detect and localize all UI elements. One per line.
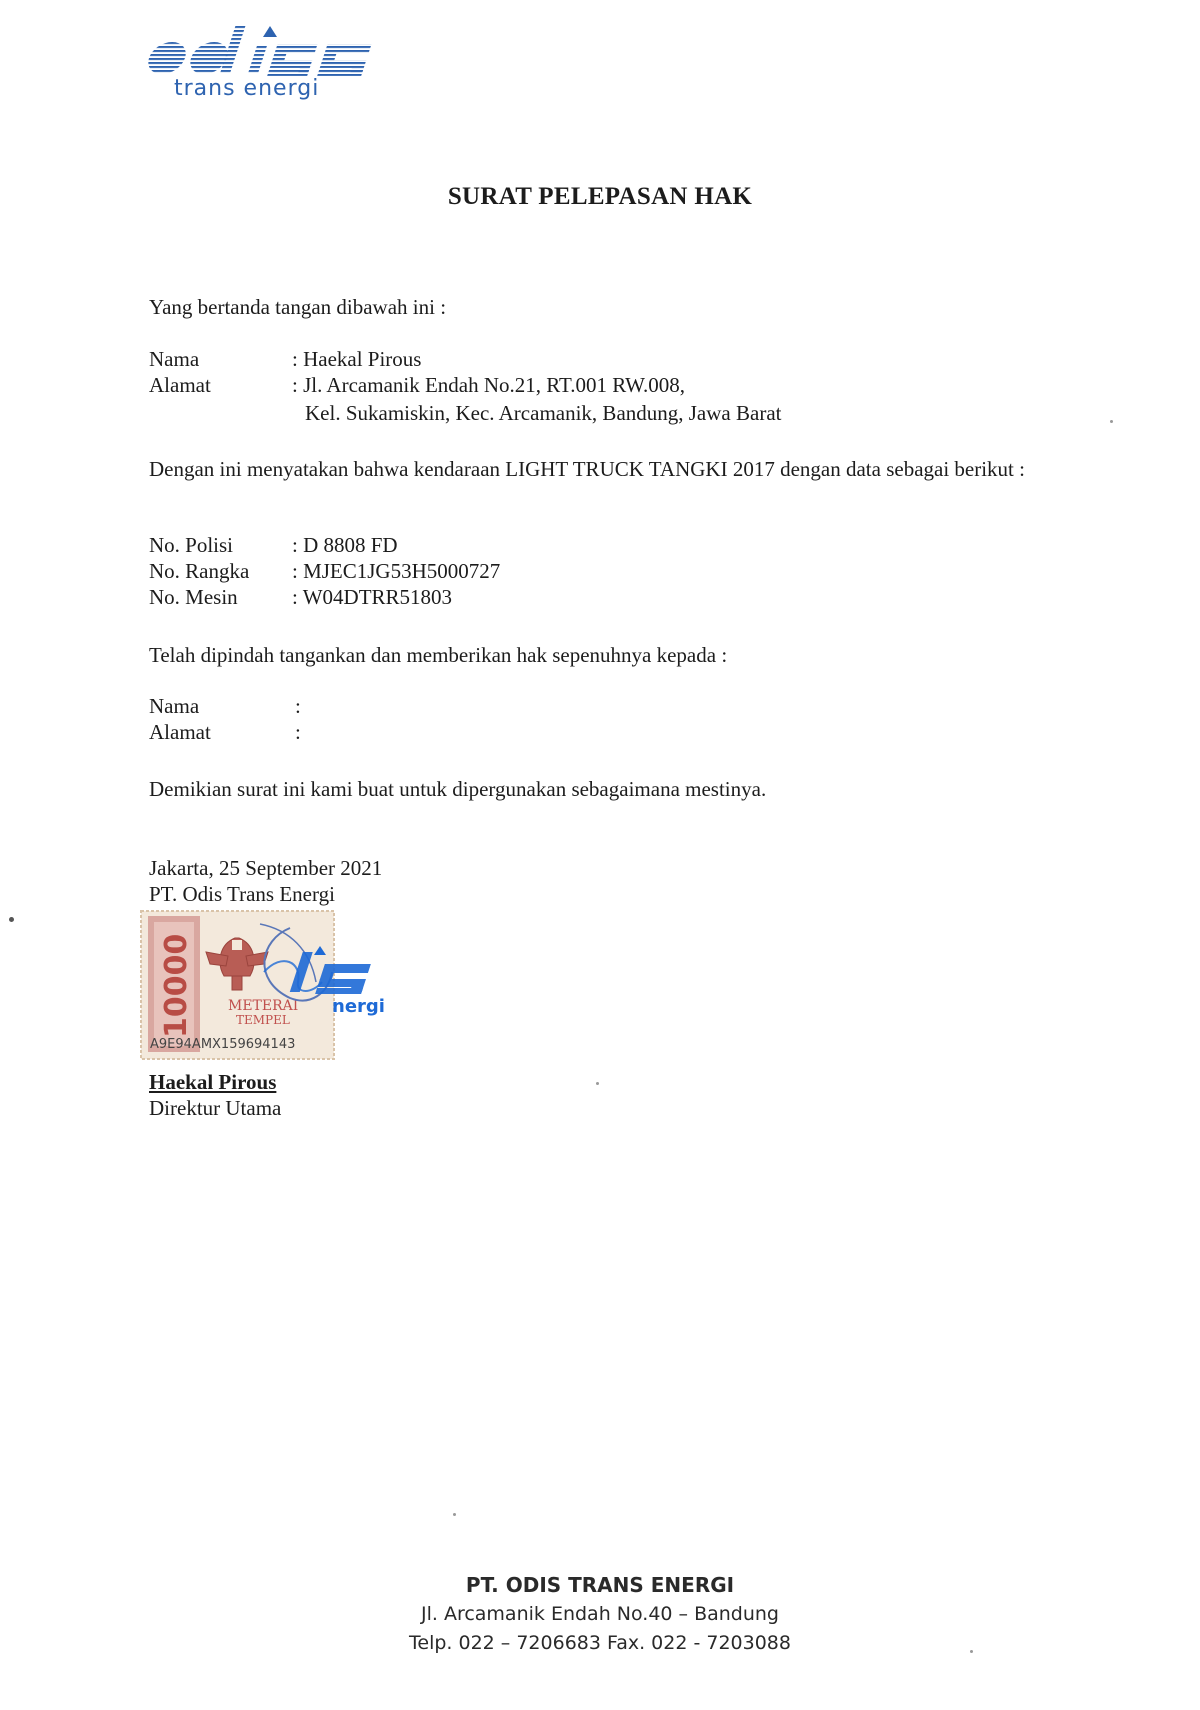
- scan-speck: [970, 1650, 973, 1653]
- scan-speck: [453, 1513, 456, 1516]
- transfer-text: Telah dipindah tangankan dan memberikan hak sepenuhnya kepada :: [149, 643, 728, 667]
- footer-company: PT. ODIS TRANS ENERGI: [465, 1573, 735, 1597]
- vehicle-chassis-value: : MJEC1JG53H5000727: [292, 559, 501, 583]
- company-stamp-text: nergi: [332, 996, 385, 1017]
- statement-text: Dengan ini menyatakan bahwa kendaraan LIGHT TRUCK TANGKI 2017 dengan data sebagai berikut :: [149, 457, 1025, 481]
- signer-address-line2: Kel. Sukamiskin, Kec. Arcamanik, Bandung, Jawa Barat: [305, 401, 782, 425]
- signer-address-line1: : Jl. Arcamanik Endah No.21, RT.001 RW.008,: [292, 373, 686, 397]
- recipient-name-label: Nama: [149, 694, 200, 718]
- place-date: Jakarta, 25 September 2021: [149, 856, 383, 880]
- company-sign: PT. Odis Trans Energi: [149, 882, 335, 906]
- logo-tagline: trans energi: [174, 76, 320, 101]
- vehicle-engine-label: No. Mesin: [149, 585, 238, 609]
- signer-address-label: Alamat: [149, 373, 211, 397]
- vehicle-police-value: : D 8808 FD: [292, 533, 398, 557]
- scan-speck: [1110, 420, 1113, 423]
- closing-text: Demikian surat ini kami buat untuk dipergunakan sebagaimana mestinya.: [149, 777, 767, 801]
- stamp-label-meterai: METERAI: [228, 998, 299, 1014]
- stamp-label-tempel: TEMPEL: [236, 1013, 290, 1027]
- scan-speck: [9, 917, 14, 922]
- intro-text: Yang bertanda tangan dibawah ini :: [149, 295, 447, 319]
- vehicle-police-label: No. Polisi: [149, 533, 234, 557]
- signatory-name: Haekal Pirous: [149, 1070, 277, 1094]
- stamp-amount: 10000: [159, 933, 194, 1038]
- signatory-position: Direktur Utama: [149, 1096, 282, 1120]
- recipient-name-value: :: [295, 694, 301, 718]
- company-stamp: [262, 942, 412, 1022]
- stamp-serial: A9E94AMX159694143: [150, 1037, 296, 1052]
- recipient-address-value: :: [295, 720, 301, 744]
- footer-address: Jl. Arcamanik Endah No.40 – Bandung: [420, 1603, 779, 1625]
- document-title: SURAT PELEPASAN HAK: [447, 183, 753, 210]
- footer-contact: Telp. 022 – 7206683 Fax. 022 - 7203088: [409, 1632, 791, 1654]
- recipient-address-label: Alamat: [149, 720, 211, 744]
- vehicle-chassis-label: No. Rangka: [149, 559, 250, 583]
- scan-speck: [596, 1082, 599, 1085]
- signer-name-value: : Haekal Pirous: [292, 347, 422, 371]
- vehicle-engine-value: : W04DTRR51803: [292, 585, 453, 609]
- signer-name-label: Nama: [149, 347, 200, 371]
